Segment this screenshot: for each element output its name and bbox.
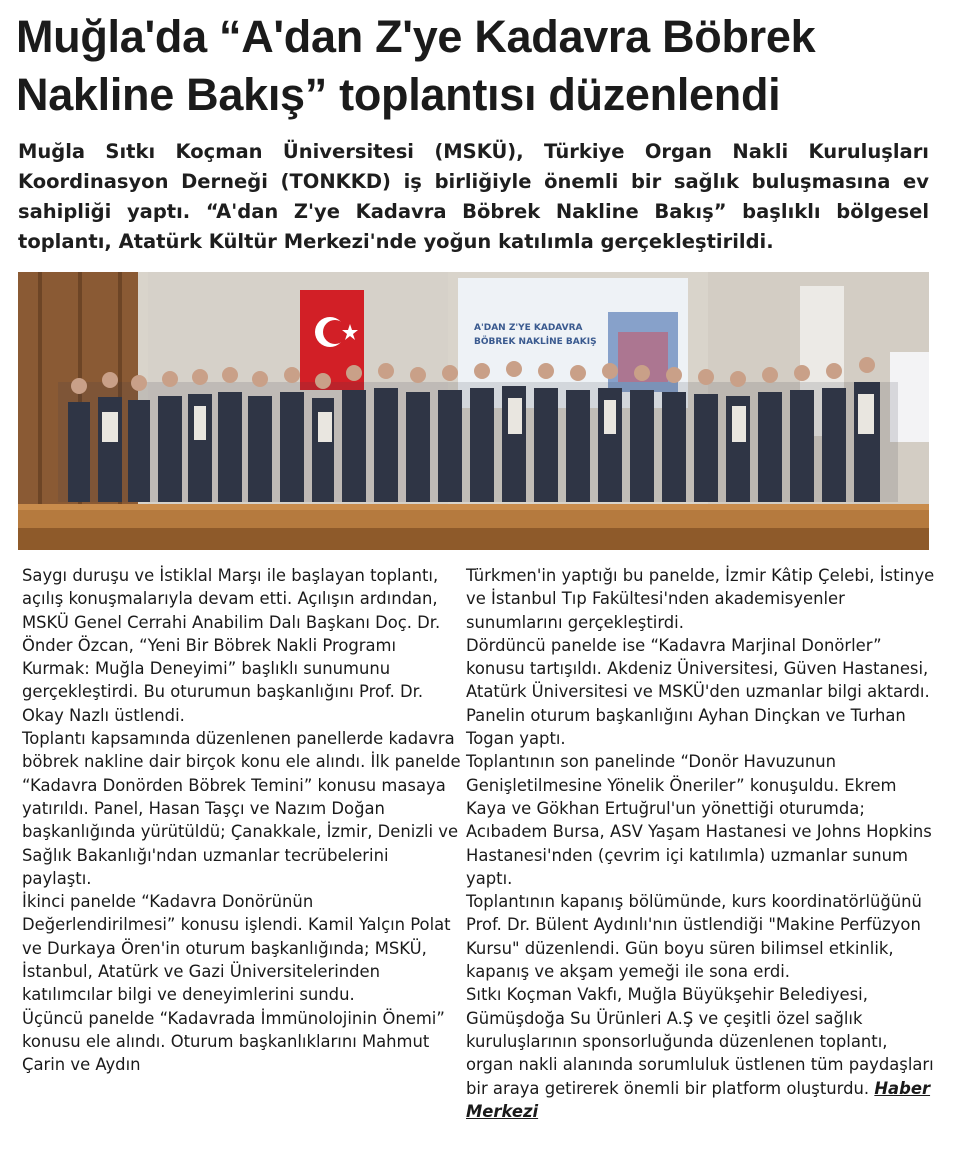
body-paragraph: Toplantının son panelinde “Donör Havuzunun Genişletilmesine Yönelik Öneriler” konuşuldu. Ekrem Kaya ve Gökhan Ertuğrul'un yönettiği oturumda; Acıbadem Bursa, ASV Yaşam Hastanesi ve Johns Hopkins Hastanesi'nden (çevrim içi katılımla) uzmanlar sunum yaptı. [466, 752, 932, 888]
screen-title-1: A'DAN Z'YE KADAVRA [474, 323, 583, 333]
body-paragraph: Türkmen'in yaptığı bu panelde, İzmir Kâtip Çelebi, İstinye ve İstanbul Tıp Fakültesi'nden akademisyenler sunumlarını gerçekleştirdi. [466, 566, 935, 632]
left-column [22, 564, 462, 1077]
lead-paragraph: Muğla Sıtkı Koçman Üniversitesi (MSKÜ), Türkiye Organ Nakli Kuruluşları Koordinasyon Derneği (TONKKD) iş birliğiyle önemli bir sağlık buluşmasına ev sahipliği yaptı. “A'dan Z'ye Kadavra Böbrek Nakline Bakış” başlıklı bölgesel toplantı, Atatürk Kültür Merkezi'nde yoğun katılımla gerçekleştirildi. [18, 140, 929, 253]
right-column [466, 564, 936, 1123]
body-paragraph: Dördüncü panelde ise “Kadavra Marjinal Donörler” konusu tartışıldı. Akdeniz Üniversitesi, Güven Hastanesi, Atatürk Üniversitesi ve MSKÜ'den uzmanlar bilgi aktardı. Panelin oturum başkanlığını Ayhan Dinçkan ve Turhan Togan yaptı. [466, 635, 930, 749]
body-paragraph: Saygı duruşu ve İstiklal Marşı ile başlayan toplantı, açılış konuşmalarıyla devam etti. Açılışın ardından, MSKÜ Genel Cerrahi Anabilim Dalı Başkanı Doç. Dr. Önder Özcan, “Yeni Bir Böbrek Nakli Programı Kurmak: Muğla Deneyimi” başlıklı sunumunu gerçekleştirdi. Bu oturumun başkanlığını Prof. Dr. Okay Nazlı üstlendi. [22, 566, 441, 725]
body-paragraph: Toplantının kapanış bölümünde, kurs koordinatörlüğünü Prof. Dr. Bülent Aydınlı'nın üstlendiği "Makine Perfüzyon Kursu" düzenlendi. Gün boyu süren bilimsel etkinlik, kapanış ve akşam yemeği ile sona erdi. [466, 892, 922, 982]
body-paragraph: Toplantı kapsamında düzenlenen panellerde kadavra böbrek nakline dair birçok konu ele alındı. İlk panelde “Kadavra Donörden Böbrek Temini” konusu masaya yatırıldı. Panel, Hasan Taşçı ve Nazım Doğan başkanlığında yürütüldü; Çanakkale, İzmir, Denizli ve Sağlık Bakanlığı'ndan uzmanlar tecrübelerini paylaştı. [22, 729, 461, 888]
closing-text: Sıtkı Koçman Vakfı, Muğla Büyükşehir Belediyesi, Gümüşdoğa Su Ürünleri A.Ş ve çeşitli özel sağlık kuruluşlarının sponsorluğunda düzenlenen toplantı, organ nakli alanında sorumluluk üstlenen tüm paydaşları bir araya getirerek önemli bir platform oluşturdu. [466, 985, 934, 1098]
body-paragraph: İkinci panelde “Kadavra Donörünün Değerlendirilmesi” konusu işlendi. Kamil Yalçın Polat ve Durkaya Ören'in oturum başkanlığında; MSKÜ, İstanbul, Atatürk ve Gazi Üniversitelerinden katılımcılar bilgi ve deneyimlerini sundu. [22, 892, 451, 1005]
body-paragraph: Üçüncü panelde “Kadavrada İmmünolojinin Önemi” konusu ele alındı. Oturum başkanlıklarını Mahmut Çarin ve Aydın [22, 1008, 445, 1075]
screen-title-2: BÖBREK NAKLİNE BAKIŞ [474, 337, 597, 347]
group-photo-illustration [18, 272, 929, 550]
body-paragraph [466, 983, 936, 1123]
group-photo [18, 272, 929, 550]
headline: Muğla'da “A'dan Z'ye Kadavra Böbrek Nakline Bakış” toplantısı düzenlendi [16, 11, 816, 120]
byline: Haber Merkezi [466, 1078, 931, 1121]
